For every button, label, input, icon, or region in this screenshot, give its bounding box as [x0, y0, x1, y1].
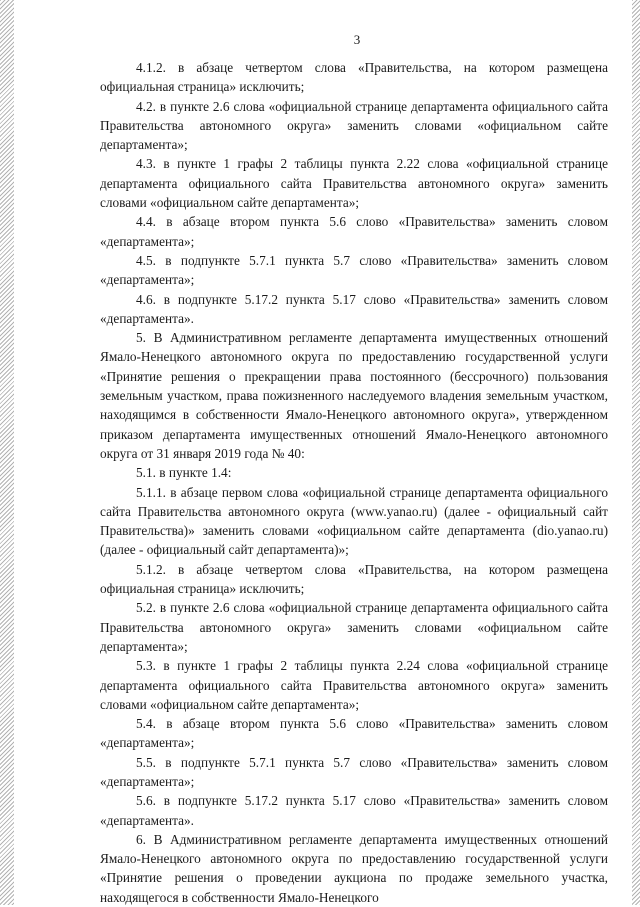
page-number: 3	[353, 32, 361, 47]
paragraph-5-5: 5.5. в подпункте 5.7.1 пункта 5.7 слово «Правительства» заменить словом «департамента»;	[100, 754, 608, 789]
scan-edge-right	[632, 0, 640, 905]
paragraph-4-6: 4.6. в подпункте 5.17.2 пункта 5.17 слово «Правительства» заменить словом «департамента».	[100, 291, 608, 326]
document-page	[100, 32, 608, 907]
paragraph-4-5: 4.5. в подпункте 5.7.1 пункта 5.7 слово «Правительства» заменить словом «департамента»;	[100, 252, 608, 288]
paragraph-5: 5. В Административном регламенте департамента имущественных отношений Ямало-Ненецкого автономного округа по предоставлению государственной услуги «Принятие решения о прекращении права постоянного (бессрочного) пользования земельным участком, права пожизненного наследуемого владения земельным участком, находящимся в собственности Ямало-Ненецкого автономного округа», утвержденном приказом департамента имущественных отношений Ямало-Ненецкого автономного округа от 31 января 2019 года № 40:	[100, 330, 608, 461]
paragraph-4-1-2: 4.1.2. в абзаце четвертом слова «Правительства, на котором размещена официальная страница» исключить;	[100, 60, 608, 95]
paragraph-4-4: 4.4. в абзаце втором пункта 5.6 слово «Правительства» заменить словом «департамента»;	[100, 214, 608, 249]
paragraph-5-1-1: 5.1.1. в абзаце первом слова «официальной странице департамента официального сайта Правительства автономного округа (www.yanao.ru) (далее - официальный сайт Правительства)» заменить словами «официальном сайте департамента (dio.yanao.ru) (далее - официальный сайт департамента)»;	[100, 484, 608, 558]
paragraph-5-1: 5.1. в пункте 1.4:	[136, 465, 232, 481]
scan-edge-left	[0, 0, 14, 905]
paragraph-5-2: 5.2. в пункте 2.6 слова «официальной странице департамента официального сайта Правительства автономного округа» заменить словами «официальном сайте департамента»;	[100, 600, 608, 654]
paragraph-5-1-2: 5.1.2. в абзаце четвертом слова «Правительства, на котором размещена официальная страница» исключить;	[100, 561, 608, 597]
paragraph-4-2: 4.2. в пункте 2.6 слова «официальной странице департамента официального сайта Правительства автономного округа» заменить словами «официальном сайте департамента»;	[100, 98, 608, 153]
paragraph-5-4: 5.4. в абзаце втором пункта 5.6 слово «Правительства» заменить словом «департамента»;	[100, 716, 608, 751]
paragraph-4-3: 4.3. в пункте 1 графы 2 таблицы пункта 2.22 слова «официальной странице департамента официального сайта Правительства автономного округа» заменить словами «официальном сайте департамента»;	[100, 156, 608, 211]
paragraph-5-3: 5.3. в пункте 1 графы 2 таблицы пункта 2.24 слова «официальной странице департамента официального сайта Правительства автономного округа» заменить словами «официальном сайте департамента»;	[100, 658, 608, 712]
paragraph-5-6: 5.6. в подпункте 5.17.2 пункта 5.17 слово «Правительства» заменить словом «департамента».	[100, 793, 608, 828]
paragraph-6: 6. В Административном регламенте департамента имущественных отношений Ямало-Ненецкого автономного округа по предоставлению государственной услуги «Принятие решения о проведении аукциона по продаже земельного участка, находящегося в собственности Ямало-Ненецкого	[100, 831, 608, 905]
